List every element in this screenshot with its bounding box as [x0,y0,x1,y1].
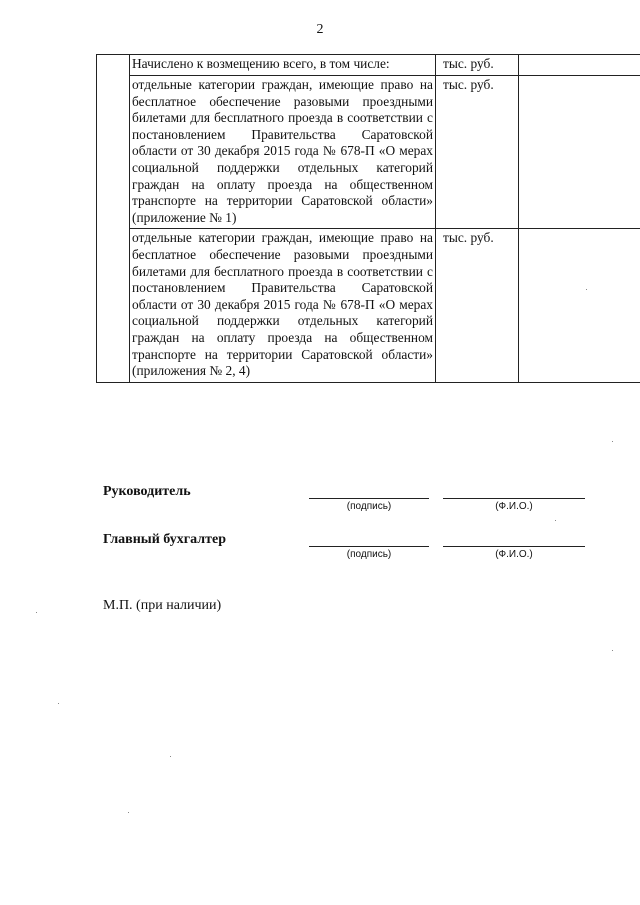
accountant-name-line [443,546,585,547]
head-title: Руководитель [103,484,191,499]
scan-speck [555,520,556,521]
index-cell [97,55,130,383]
accountant-signature-line [309,546,429,547]
scan-speck [612,441,613,442]
scan-speck [612,650,613,651]
page-number: 2 [316,22,324,37]
value-cell [519,76,640,229]
report-table [96,54,640,383]
accountant-title: Главный бухгалтер [103,532,226,547]
row-label-cell [130,55,436,76]
scan-speck [36,612,37,613]
table-row [97,229,640,382]
row-label-cell [130,76,436,229]
unit-cell [436,229,519,382]
value-cell [519,55,640,76]
accountant-name-caption: (Ф.И.О.) [495,549,533,560]
head-name-caption: (Ф.И.О.) [495,501,533,512]
category-unit: тыс. руб. [443,77,494,92]
head-signature-caption: (подпись) [346,501,392,512]
row-label-cell [130,229,436,382]
stamp-note: М.П. (при наличии) [103,598,222,613]
category-unit: тыс. руб. [443,230,494,246]
scan-speck [58,703,59,704]
scan-speck [586,289,587,290]
category-label: отдельные категории граждан, имеющие право на бесплатное обеспечение разовыми проездными билетами для бесплатного проезда в соответствии с постановлением Правительства Саратовской области от 30 декабря 2015 года № 678-П «О мерах социальной поддержки отдельных категорий граждан на оплату проезда на общественном транспорте на территории Саратовской области» (приложение № 1) [132,77,433,225]
scan-speck [128,812,129,813]
total-unit: тыс. руб. [443,56,494,71]
table-row-total [97,55,640,76]
head-name-line [443,498,585,499]
accountant-signature-caption: (подпись) [346,549,392,560]
unit-cell [436,76,519,229]
unit-cell [436,55,519,76]
category-label: отдельные категории граждан, имеющие право на бесплатное обеспечение разовыми проездными билетами для бесплатного проезда в соответствии с постановлением Правительства Саратовской области от 30 декабря 2015 года № 678-П «О мерах социальной поддержки отдельных категорий граждан на оплату проезда на общественном транспорте на территории Саратовской области» (приложения № 2, 4) [132,230,433,379]
scan-speck [170,756,171,757]
head-signature-line [309,498,429,499]
total-label: Начислено к возмещению всего, в том числе: [132,56,390,71]
value-cell [519,229,640,382]
table-row [97,76,640,229]
